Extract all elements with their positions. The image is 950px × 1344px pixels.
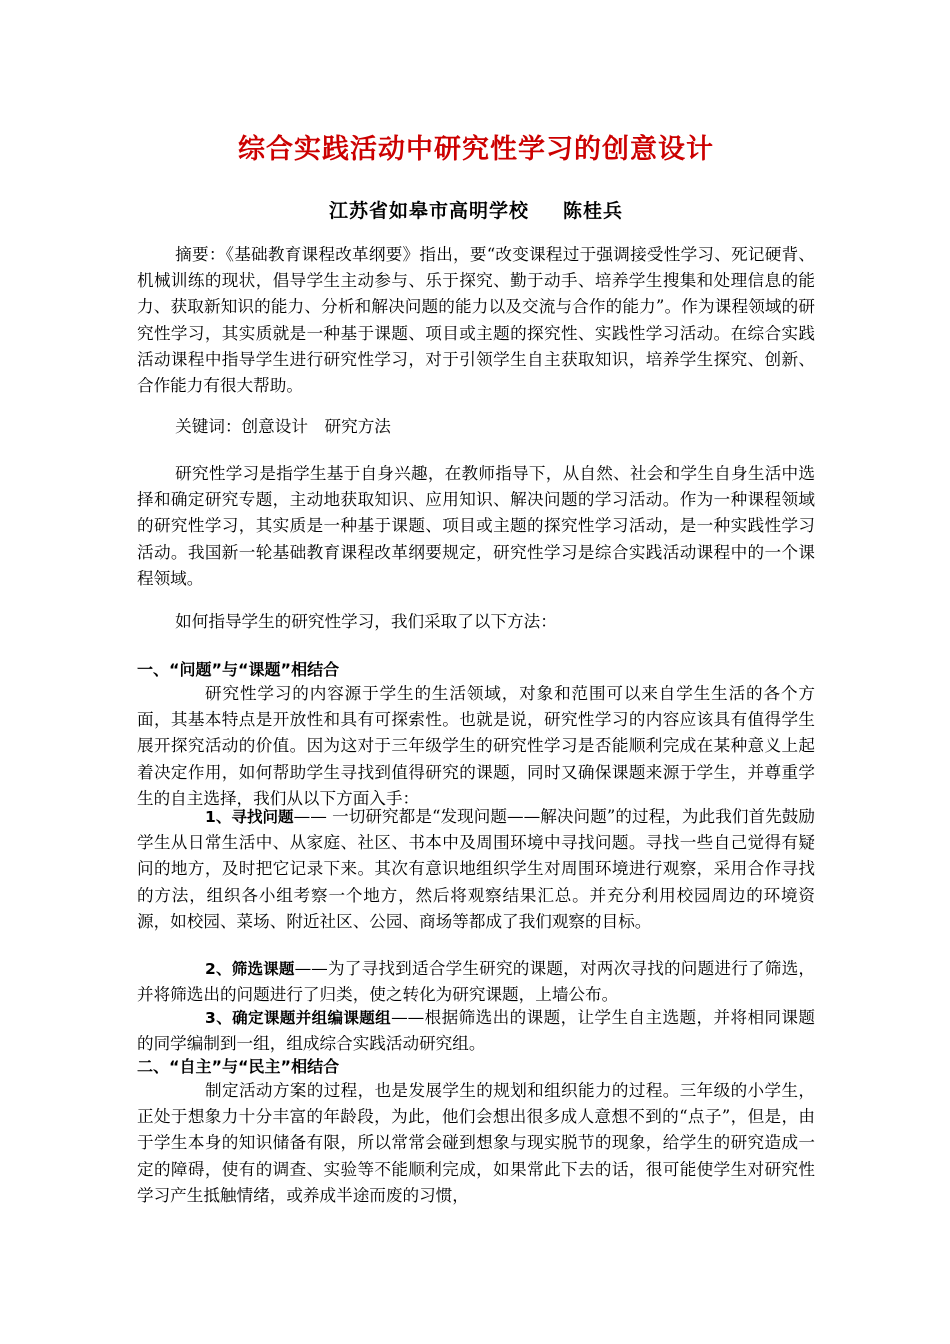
author-school: 江苏省如皋市高明学校 <box>328 200 529 222</box>
item-2-label: 2、筛选课题 <box>205 960 295 978</box>
abstract-paragraph: 摘要：《基础教育课程改革纲要》指出，要“改变课程过于强调接受性学习、死记硬背、机械训练的现状，倡导学生主动参与、乐于探究、勤于动手、培养学生搜集和处理信息的能力、获取新知识的能力、分析和解决问题的能力以及交流与合作的能力”。作为课程领域的研究性学习，其实质就是一种基于课题、项目或主题的探究性、实践性学习活动。在综合实践活动课程中指导学生进行研究性学习，对于引领学生自主获取知识，培养学生探究、创新、合作能力有很大帮助。 <box>137 245 815 396</box>
section-1-heading: 一、“问题”与“课题”相结合 <box>137 660 340 679</box>
item-1-label: 1、寻找问题 <box>205 808 294 826</box>
section-2-heading: 二、“自主”与“民主”相结合 <box>137 1057 340 1076</box>
section-1-item-1 <box>137 804 815 935</box>
item-3-label: 3、确定课题并组编课题组 <box>205 1009 392 1027</box>
methods-intro-paragraph: 如何指导学生的研究性学习，我们采取了以下方法： <box>175 612 557 631</box>
author-name: 陈桂兵 <box>563 200 624 222</box>
author-line <box>137 198 815 224</box>
section-1-item-3 <box>137 1005 815 1057</box>
item-1-text: —— 一切研究都是“发现问题——解决问题”的过程，为此我们首先鼓励学生从日常生活中、从家庭、社区、书本中及周围环境中寻找问题。寻找一些自己觉得有疑问的地方，及时把它记录下来。其次有意识地组织学生对周围环境进行观察，采用合作寻找的方法，组织各小组考察一个地方，然后将观察结果汇总。并充分利用校园周边的环境资源，如校园、菜场、附近社区、公园、商场等都成了我们观察的目标。 <box>137 807 815 931</box>
keywords-line: 关键词：创意设计 研究方法 <box>175 417 391 436</box>
section-2-paragraph: 制定活动方案的过程，也是发展学生的规划和组织能力的过程。三年级的小学生，正处于想象力十分丰富的年龄段，为此，他们会想出很多成人意想不到的“点子”，但是，由于学生本身的知识储备有限，所以常常会碰到想象与现实脱节的现象，给学生的研究造成一定的障碍，使有的调查、实验等不能顺利完成，如果常此下去的话，很可能使学生对研究性学习产生抵触情绪，或养成半途而废的习惯， <box>137 1081 815 1205</box>
item-2-text: ——为了寻找到适合学生研究的课题，对两次寻找的问题进行了筛选，并将筛选出的问题进行了归类，使之转化为研究课题，上墙公布。 <box>137 959 815 1005</box>
item-3-text: ——根据筛选出的课题，让学生自主选题，并将相同课题的同学编制到一组，组成综合实践活动研究组。 <box>137 1008 815 1054</box>
document-title: 综合实践活动中研究性学习的创意设计 <box>238 134 714 165</box>
section-1-paragraph: 研究性学习的内容源于学生的生活领域，对象和范围可以来自学生生活的各个方面，其基本特点是开放性和具有可探索性。也就是说，研究性学习的内容应该具有值得学生展开探究活动的价值。因为这对于三年级学生的研究性学习是否能顺利完成在某种意义上起着决定作用，如何帮助学生寻找到值得研究的课题，同时又确保课题来源于学生，并尊重学生的自主选择，我们从以下方面入手： <box>137 684 815 808</box>
section-1-item-2 <box>137 956 815 1008</box>
intro-paragraph: 研究性学习是指学生基于自身兴趣，在教师指导下，从自然、社会和学生自身生活中选择和确定研究专题，主动地获取知识、应用知识、解决问题的学习活动。作为一种课程领域的研究性学习，其实质是一种基于课题、项目或主题的探究性学习活动，是一种实践性学习活动。我国新一轮基础教育课程改革纲要规定，研究性学习是综合实践活动课程中的一个课程领域。 <box>137 464 815 588</box>
